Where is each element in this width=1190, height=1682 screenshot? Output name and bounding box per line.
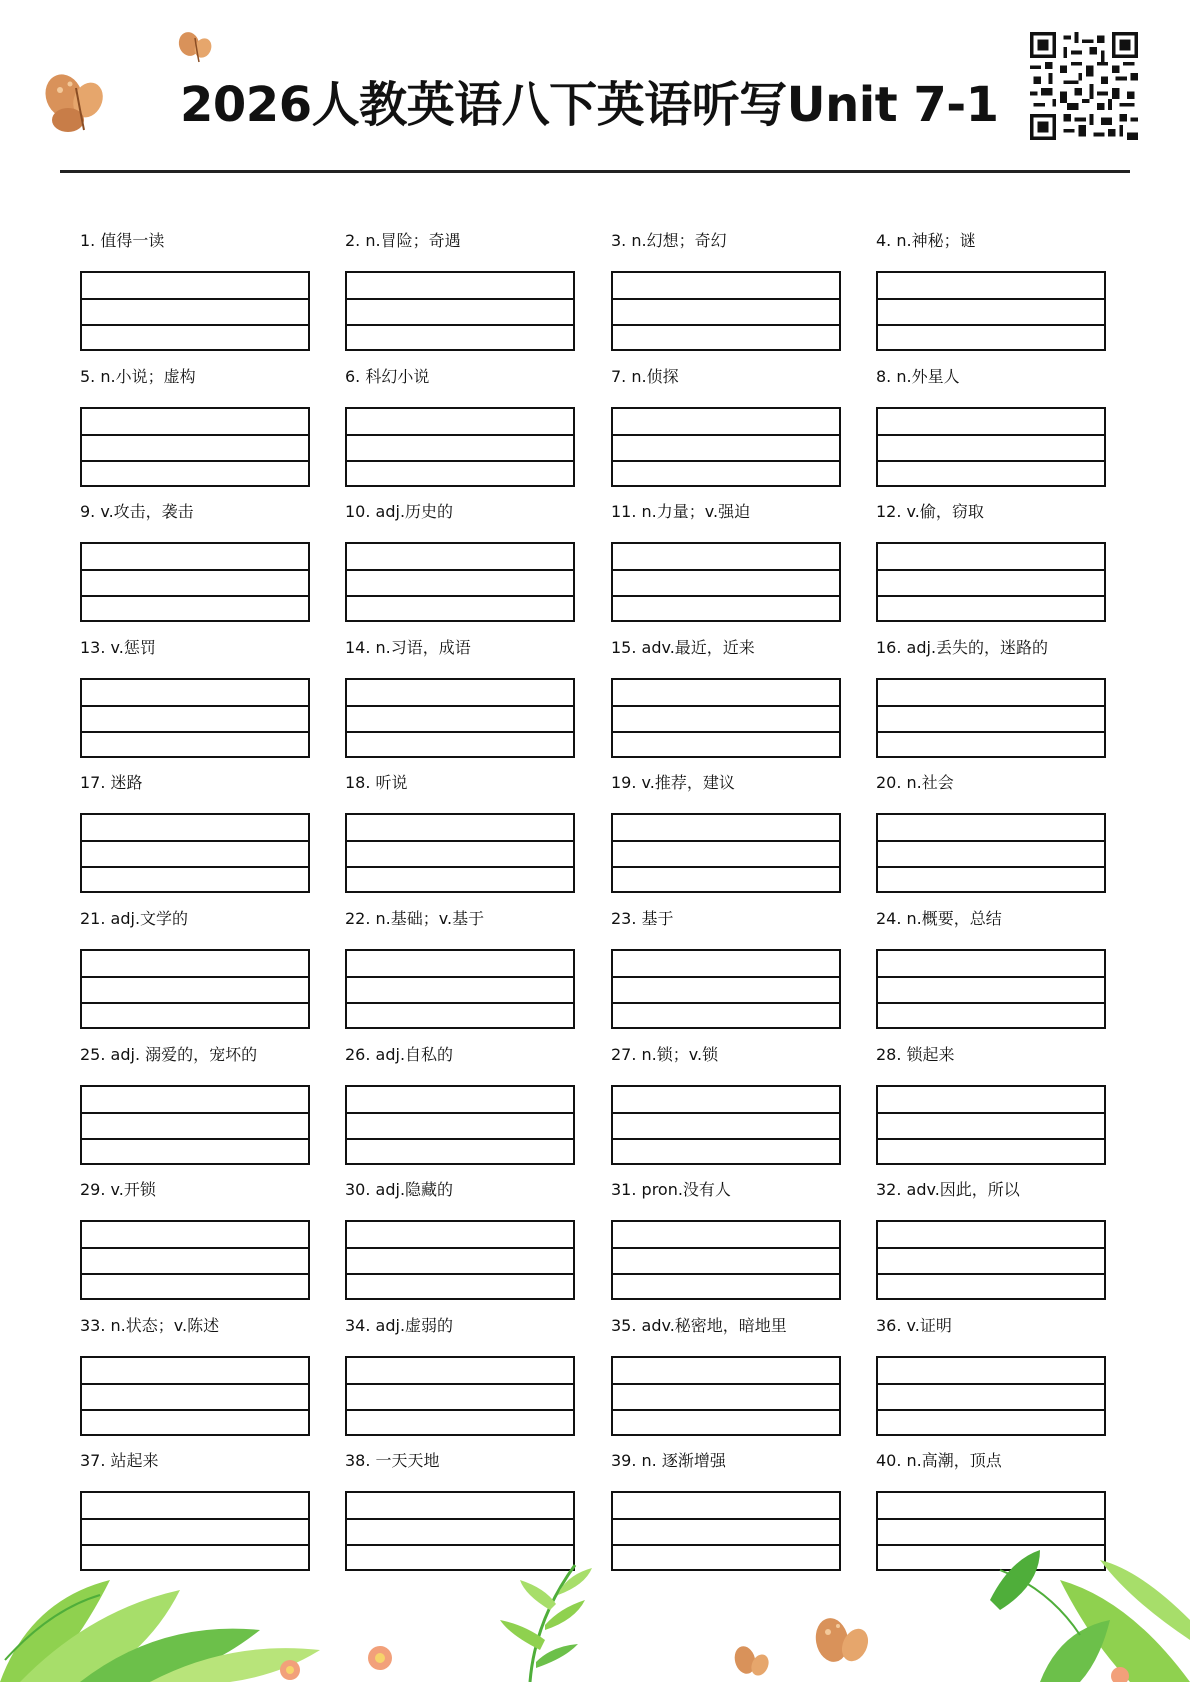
answer-box[interactable]	[611, 1085, 841, 1165]
writing-line	[613, 1247, 839, 1249]
writing-line	[82, 460, 308, 462]
item-prompt: 10. adj.历史的	[345, 502, 454, 521]
dictation-item	[611, 637, 841, 659]
answer-box[interactable]	[611, 271, 841, 351]
title-divider	[60, 170, 1130, 173]
dictation-item	[80, 1179, 310, 1201]
writing-line	[347, 840, 573, 842]
writing-line	[878, 1383, 1104, 1385]
writing-line	[347, 1383, 573, 1385]
dictation-item	[345, 230, 575, 252]
answer-box[interactable]	[876, 813, 1106, 893]
dictation-item	[611, 366, 841, 388]
dictation-item	[876, 366, 1106, 388]
item-prompt: 31. pron.没有人	[611, 1180, 731, 1199]
writing-line	[878, 1112, 1104, 1114]
item-prompt: 25. adj. 溺爱的，宠坏的	[80, 1045, 258, 1064]
item-prompt: 36. v.证明	[876, 1316, 952, 1335]
answer-box[interactable]	[876, 1220, 1106, 1300]
item-prompt: 12. v.偷，窃取	[876, 502, 984, 521]
qr-code-icon	[1030, 32, 1138, 140]
dictation-item	[345, 1179, 575, 1201]
writing-line	[613, 324, 839, 326]
item-prompt: 15. adv.最近，近来	[611, 638, 755, 657]
answer-box[interactable]	[80, 407, 310, 487]
writing-line	[613, 1409, 839, 1411]
dictation-item	[876, 1315, 1106, 1337]
dictation-item	[345, 1044, 575, 1066]
writing-line	[82, 1138, 308, 1140]
item-prompt: 5. n.小说；虚构	[80, 367, 196, 386]
leaf-cluster-left	[0, 1580, 392, 1682]
writing-line	[613, 731, 839, 733]
item-prompt: 38. 一天天地	[345, 1451, 440, 1470]
writing-line	[613, 1112, 839, 1114]
writing-line	[878, 1002, 1104, 1004]
answer-box[interactable]	[345, 542, 575, 622]
writing-line	[82, 1247, 308, 1249]
item-prompt: 16. adj.丢失的，迷路的	[876, 638, 1049, 657]
answer-box[interactable]	[876, 949, 1106, 1029]
writing-line	[347, 434, 573, 436]
item-prompt: 14. n.习语，成语	[345, 638, 471, 657]
writing-line	[82, 840, 308, 842]
writing-line	[878, 976, 1104, 978]
writing-line	[878, 460, 1104, 462]
dictation-item	[345, 1450, 575, 1472]
writing-line	[82, 976, 308, 978]
item-prompt: 22. n.基础；v.基于	[345, 909, 485, 928]
answer-box[interactable]	[611, 1356, 841, 1436]
writing-line	[613, 976, 839, 978]
dictation-item	[611, 1179, 841, 1201]
answer-box[interactable]	[80, 1356, 310, 1436]
writing-line	[613, 705, 839, 707]
writing-line	[878, 1138, 1104, 1140]
writing-line	[878, 731, 1104, 733]
writing-line	[347, 705, 573, 707]
item-prompt: 33. n.状态；v.陈述	[80, 1316, 220, 1335]
answer-box[interactable]	[345, 949, 575, 1029]
item-prompt: 8. n.外星人	[876, 367, 960, 386]
item-prompt: 3. n.幻想；奇幻	[611, 231, 727, 250]
dictation-item	[611, 908, 841, 930]
item-prompt: 24. n.概要，总结	[876, 909, 1002, 928]
dictation-item	[611, 1044, 841, 1066]
dictation-item	[80, 772, 310, 794]
writing-line	[878, 569, 1104, 571]
writing-line	[82, 1383, 308, 1385]
writing-line	[613, 1383, 839, 1385]
item-prompt: 30. adj.隐藏的	[345, 1180, 454, 1199]
writing-line	[82, 324, 308, 326]
writing-line	[613, 569, 839, 571]
dictation-item	[876, 230, 1106, 252]
item-prompt: 11. n.力量；v.强迫	[611, 502, 751, 521]
page-title: 2026人教英语八下英语听写Unit 7-1	[180, 77, 999, 133]
writing-line	[878, 434, 1104, 436]
writing-line	[82, 866, 308, 868]
answer-box[interactable]	[345, 1085, 575, 1165]
writing-line	[613, 1002, 839, 1004]
writing-line	[613, 1518, 839, 1520]
writing-line	[613, 840, 839, 842]
answer-box[interactable]	[611, 813, 841, 893]
writing-line	[82, 1002, 308, 1004]
dictation-item	[876, 1179, 1106, 1201]
dictation-item	[345, 366, 575, 388]
writing-line	[82, 1273, 308, 1275]
item-prompt: 4. n.神秘；谜	[876, 231, 976, 250]
dictation-item	[345, 637, 575, 659]
item-prompt: 34. adj.虚弱的	[345, 1316, 454, 1335]
writing-line	[347, 1002, 573, 1004]
writing-line	[613, 1273, 839, 1275]
writing-line	[347, 1138, 573, 1140]
writing-line	[347, 324, 573, 326]
writing-line	[613, 298, 839, 300]
leaf-cluster-right	[990, 1550, 1190, 1682]
dictation-item	[876, 772, 1106, 794]
writing-line	[878, 324, 1104, 326]
writing-line	[347, 1409, 573, 1411]
dictation-item	[876, 1450, 1106, 1472]
answer-box[interactable]	[80, 542, 310, 622]
answer-box[interactable]	[876, 407, 1106, 487]
writing-line	[82, 434, 308, 436]
dictation-item	[80, 366, 310, 388]
writing-line	[347, 298, 573, 300]
item-prompt: 27. n.锁；v.锁	[611, 1045, 719, 1064]
answer-box[interactable]	[876, 678, 1106, 758]
writing-line	[82, 731, 308, 733]
writing-line	[878, 1273, 1104, 1275]
butterfly-icon	[175, 28, 215, 68]
item-prompt: 28. 锁起来	[876, 1045, 955, 1064]
item-prompt: 26. adj.自私的	[345, 1045, 454, 1064]
answer-box[interactable]	[611, 1220, 841, 1300]
dictation-item	[611, 772, 841, 794]
writing-line	[878, 1409, 1104, 1411]
dictation-item	[876, 501, 1106, 523]
butterfly-icon	[732, 1616, 873, 1679]
dictation-item	[80, 908, 310, 930]
dictation-item	[345, 501, 575, 523]
answer-box[interactable]	[80, 949, 310, 1029]
writing-line	[347, 595, 573, 597]
item-prompt: 17. 迷路	[80, 773, 143, 792]
answer-box[interactable]	[345, 678, 575, 758]
dictation-item	[80, 501, 310, 523]
dictation-item	[80, 1450, 310, 1472]
item-prompt: 37. 站起来	[80, 1451, 159, 1470]
writing-line	[347, 569, 573, 571]
dictation-item	[80, 637, 310, 659]
writing-line	[613, 460, 839, 462]
answer-box[interactable]	[80, 1220, 310, 1300]
item-prompt: 39. n. 逐渐增强	[611, 1451, 726, 1470]
dictation-item	[345, 1315, 575, 1337]
writing-line	[878, 1247, 1104, 1249]
answer-box[interactable]	[611, 542, 841, 622]
writing-line	[82, 1112, 308, 1114]
answer-box[interactable]	[80, 813, 310, 893]
answer-box[interactable]	[611, 407, 841, 487]
foliage-decoration	[0, 1540, 1190, 1682]
fern-center	[500, 1565, 592, 1682]
writing-line	[82, 1409, 308, 1411]
writing-line	[878, 705, 1104, 707]
item-prompt: 9. v.攻击，袭击	[80, 502, 194, 521]
item-prompt: 13. v.惩罚	[80, 638, 156, 657]
writing-line	[613, 595, 839, 597]
dictation-item	[876, 908, 1106, 930]
answer-box[interactable]	[345, 271, 575, 351]
writing-line	[878, 298, 1104, 300]
writing-line	[347, 1112, 573, 1114]
item-prompt: 35. adv.秘密地，暗地里	[611, 1316, 787, 1335]
answer-box[interactable]	[345, 1356, 575, 1436]
dictation-item	[876, 637, 1106, 659]
writing-line	[347, 1247, 573, 1249]
dictation-item	[80, 1044, 310, 1066]
item-prompt: 32. adv.因此，所以	[876, 1180, 1020, 1199]
writing-line	[82, 569, 308, 571]
writing-line	[613, 866, 839, 868]
item-prompt: 6. 科幻小说	[345, 367, 430, 386]
item-prompt: 29. v.开锁	[80, 1180, 156, 1199]
writing-line	[347, 976, 573, 978]
writing-line	[347, 460, 573, 462]
item-prompt: 19. v.推荐，建议	[611, 773, 735, 792]
answer-box[interactable]	[611, 678, 841, 758]
writing-line	[82, 1518, 308, 1520]
item-prompt: 40. n.高潮，顶点	[876, 1451, 1002, 1470]
writing-line	[82, 705, 308, 707]
writing-line	[347, 1518, 573, 1520]
dictation-item	[611, 1315, 841, 1337]
writing-line	[878, 1518, 1104, 1520]
answer-box[interactable]	[80, 678, 310, 758]
dictation-item	[345, 908, 575, 930]
dictation-item	[876, 1044, 1106, 1066]
answer-box[interactable]	[80, 271, 310, 351]
writing-line	[347, 1273, 573, 1275]
answer-box[interactable]	[876, 542, 1106, 622]
answer-box[interactable]	[611, 949, 841, 1029]
writing-line	[878, 840, 1104, 842]
answer-box[interactable]	[876, 271, 1106, 351]
answer-box[interactable]	[345, 407, 575, 487]
item-prompt: 2. n.冒险；奇遇	[345, 231, 461, 250]
dictation-item	[611, 501, 841, 523]
answer-box[interactable]	[876, 1356, 1106, 1436]
answer-box[interactable]	[80, 1085, 310, 1165]
item-prompt: 20. n.社会	[876, 773, 954, 792]
item-prompt: 21. adj.文学的	[80, 909, 189, 928]
item-prompt: 18. 听说	[345, 773, 408, 792]
writing-line	[347, 731, 573, 733]
answer-box[interactable]	[876, 1085, 1106, 1165]
writing-line	[878, 595, 1104, 597]
writing-line	[82, 595, 308, 597]
writing-line	[613, 1138, 839, 1140]
dictation-item	[611, 1450, 841, 1472]
writing-line	[878, 866, 1104, 868]
item-prompt: 23. 基于	[611, 909, 674, 928]
writing-line	[347, 866, 573, 868]
dictation-item	[80, 230, 310, 252]
item-prompt: 1. 值得一读	[80, 231, 165, 250]
answer-box[interactable]	[345, 813, 575, 893]
dictation-item	[611, 230, 841, 252]
writing-line	[82, 298, 308, 300]
item-prompt: 7. n.侦探	[611, 367, 679, 386]
dictation-item	[80, 1315, 310, 1337]
answer-box[interactable]	[345, 1220, 575, 1300]
butterfly-icon	[40, 70, 112, 140]
writing-line	[613, 434, 839, 436]
dictation-item	[345, 772, 575, 794]
